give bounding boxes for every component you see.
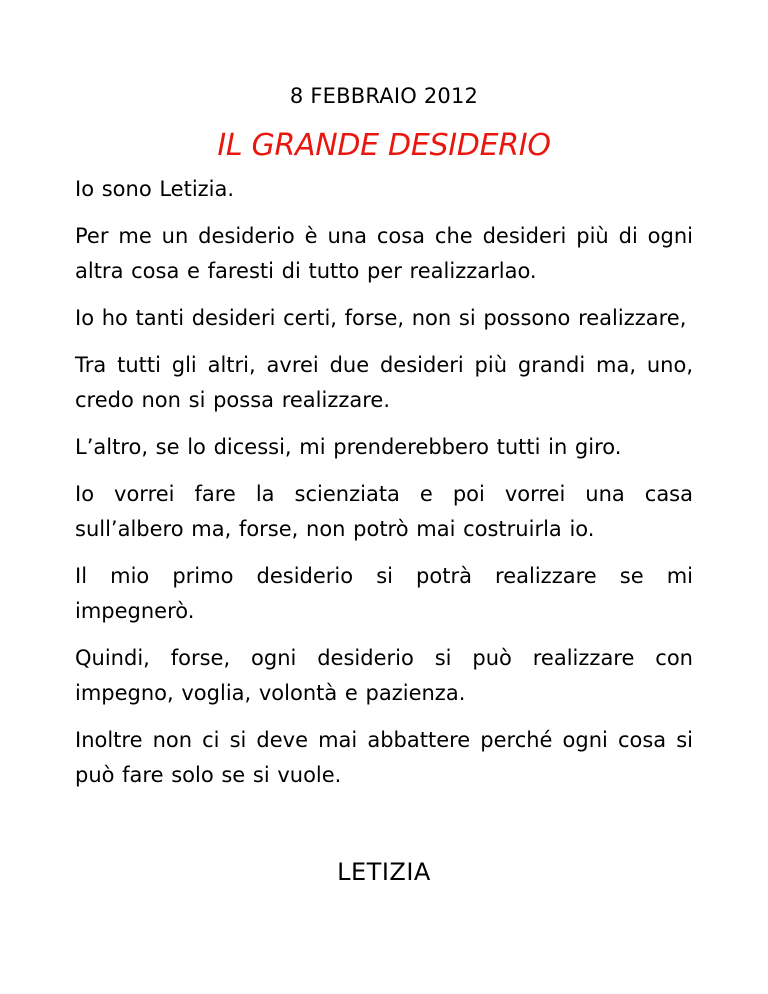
paragraph-9: Inoltre non ci si deve mai abbattere perché ogni cosa si può fare solo se si vuole.	[75, 728, 693, 787]
paragraph-5: L’altro, se lo dicessi, mi prenderebbero tutti in giro.	[75, 435, 622, 459]
signature: LETIZIA	[337, 858, 431, 886]
document-body	[75, 172, 693, 805]
document-date: 8 FEBBRAIO 2012	[289, 84, 479, 108]
paragraph-4: Tra tutti gli altri, avrei due desideri più grandi ma, uno, credo non si possa realizzare.	[75, 353, 693, 412]
paragraph-2: Per me un desiderio è una cosa che desideri più di ogni altra cosa e faresti di tutto per realizzarlao.	[75, 224, 693, 283]
paragraph-3: Io ho tanti desideri certi, forse, non si possono realizzare,	[75, 306, 687, 330]
paragraph-7: Il mio primo desiderio si potrà realizzare se mi impegnerò.	[75, 564, 693, 623]
paragraph-6: Io vorrei fare la scienziata e poi vorrei una casa sull’albero ma, forse, non potrò mai costruirla io.	[75, 482, 693, 541]
paragraph-8: Quindi, forse, ogni desiderio si può realizzare con impegno, voglia, volontà e pazienza.	[75, 646, 693, 705]
document-title: IL GRANDE DESIDERIO	[217, 128, 551, 163]
paragraph-1: Io sono Letizia.	[75, 177, 235, 201]
